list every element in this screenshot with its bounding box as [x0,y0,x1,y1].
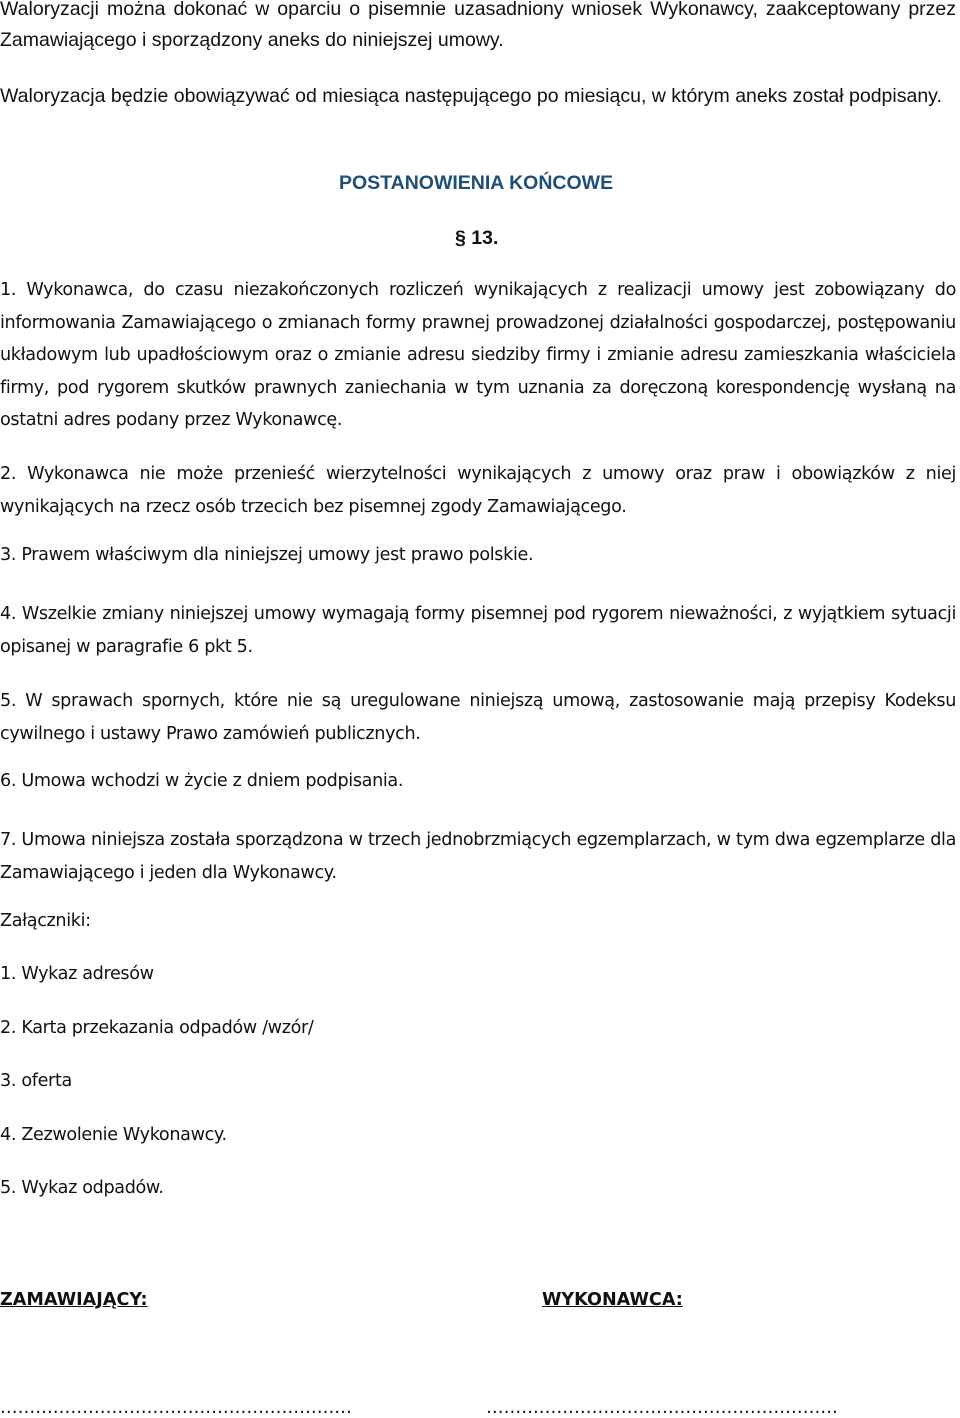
attachment-item: 5. Wykaz odpadów. [0,1178,164,1198]
clause-7: 7. Umowa niniejsza została sporządzona w trzech jednobrzmiących egzemplarzach, w tym dwa egzemplarze dla Zamawiającego i jeden dla Wykonawcy. [0,830,956,883]
contracting-party-label: ZAMAWIAJĄCY: [0,1290,148,1310]
attachments-label: Załączniki: [0,911,91,931]
clause-6: 6. Umowa wchodzi w życie z dniem podpisania. [0,771,404,791]
clause-2: 2. Wykonawca nie może przenieść wierzytelności wynikających z umowy oraz praw i obowiązków z niej wynikających na rzecz osób trzecich bez pisemnej zgody Zamawiającego. [0,464,956,517]
clause-5: 5. W sprawach spornych, które nie są uregulowane niniejszą umową, zastosowanie mają przepisy Kodeksu cywilnego i ustawy Prawo zamówień publicznych. [0,691,956,744]
contractor-signature-line: …………………………………………………… [486,1398,838,1418]
clause-1: 1. Wykonawca, do czasu niezakończonych rozliczeń wynikających z realizacji umowy jest zobowiązany do informowania Zamawiającego o zmianach formy prawnej prowadzonej działalności gospodarczej, postępowaniu układowym lub upadłościowym oraz o zmianie adresu siedziby firmy i zmianie adresu zamieszkania właściciela firmy, pod rygorem skutków prawnych zaniechania w tym uznania za doręczoną korespondencję wysłaną na ostatni adres podany przez Wykonawcę. [0,280,956,430]
valorization-paragraph-2: Waloryzacja będzie obowiązywać od miesiąca następującego po miesiącu, w którym aneks został podpisany. [0,85,942,107]
attachment-item: 1. Wykaz adresów [0,964,154,984]
attachment-item: 4. Zezwolenie Wykonawcy. [0,1125,227,1145]
contractor-label: WYKONAWCA: [542,1290,683,1310]
clause-3: 3. Prawem właściwym dla niniejszej umowy jest prawo polskie. [0,545,534,565]
attachment-item: 3. oferta [0,1071,72,1091]
contracting-party-signature-line: …………………………………………………… [0,1398,352,1418]
clause-4: 4. Wszelkie zmiany niniejszej umowy wymagają formy pisemnej pod rygorem nieważności, z wyjątkiem sytuacji opisanej w paragrafie 6 pkt 5. [0,604,956,657]
valorization-paragraph-1: Waloryzacji można dokonać w oparciu o pisemnie uzasadniony wniosek Wykonawcy, zaakceptowany przez Zamawiającego i sporządzony aneks do niniejszej umowy. [0,0,956,51]
section-heading: POSTANOWIENIA KOŃCOWE [339,172,614,194]
paragraph-number: § 13. [455,227,499,249]
attachment-item: 2. Karta przekazania odpadów /wzór/ [0,1018,314,1038]
